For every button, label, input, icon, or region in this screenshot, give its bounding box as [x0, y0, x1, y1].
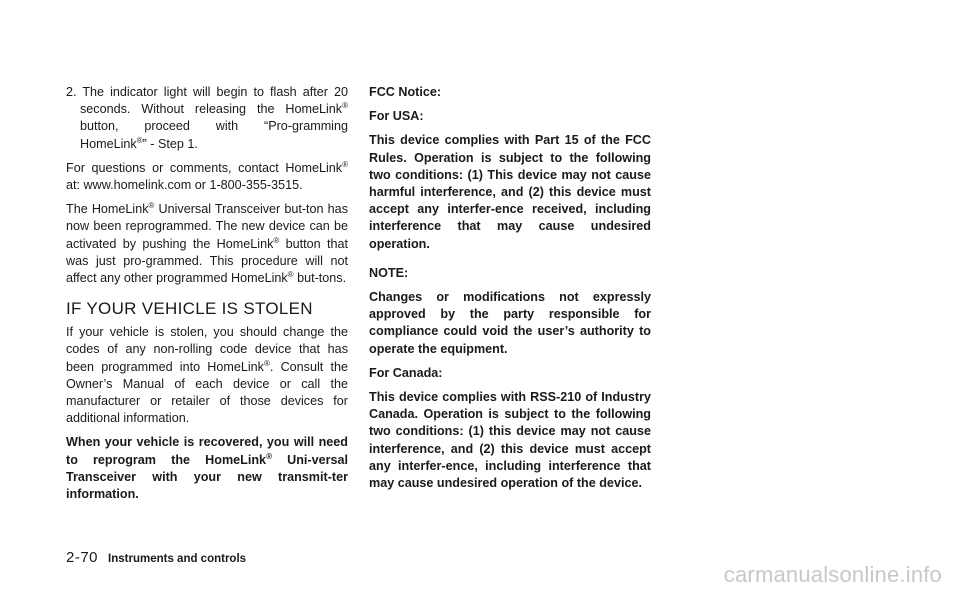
section-heading-vehicle-stolen: IF YOUR VEHICLE IS STOLEN — [66, 299, 313, 319]
stolen-text-a: If your vehicle is stolen, you should change the codes of any non-rolling code device that has been programmed into HomeLink — [66, 325, 348, 374]
reprogrammed-paragraph — [66, 201, 348, 287]
recovered-text-b: Uni-versal Transceiver with your new transmit-ter information. — [66, 452, 349, 502]
registered-mark: ® — [266, 451, 272, 461]
registered-mark: ® — [136, 135, 143, 145]
section-name: Instruments and controls — [108, 553, 247, 565]
step-2-text-c: ” - Step 1. — [142, 136, 198, 151]
questions-paragraph — [66, 160, 348, 194]
page-number: 2-70 — [66, 549, 99, 566]
registered-mark: ® — [263, 358, 270, 368]
registered-mark: ® — [342, 159, 348, 169]
registered-mark: ® — [287, 270, 294, 280]
usa-compliance-text: This device complies with Part 15 of the FCC Rules. Operation is subject to the following two conditions: (1) This device may not cause harmful interference, and (2) this device must accept any interfer-ence received, including interference that may cause undesired operation. — [369, 133, 651, 251]
questions-text-a: For questions or comments, contact HomeLink — [66, 160, 343, 175]
left-column — [66, 84, 348, 510]
note-text: Changes or modifications not expressly approved by the party responsible for compliance could void the user’s authority to operate the equipment. — [369, 290, 651, 356]
for-canada-label: For Canada: — [369, 365, 443, 380]
for-usa-label: For USA: — [369, 109, 424, 124]
stolen-paragraph — [66, 324, 348, 427]
registered-mark: ® — [148, 201, 155, 211]
reprogrammed-text-d: but-tons. — [293, 271, 347, 286]
canada-compliance-text: This device complies with RSS-210 of Industry Canada. Operation is subject to the following two conditions: (1) this device may not cause interference, and (2) this device must accept any interfer-ence, including interference that may cause undesired operation of the device. — [369, 390, 651, 491]
questions-text-b: at: www.homelink.com or 1-800-355-3515. — [66, 178, 303, 193]
page-footer — [66, 549, 246, 566]
right-column — [369, 84, 651, 499]
watermark: carmanualsonline.info — [723, 562, 942, 587]
fcc-notice-label: FCC Notice: — [369, 85, 442, 99]
reprogrammed-text-b: Universal Transceiver but-ton has now been reprogrammed. The new device can be activated by pushing the HomeLink — [66, 202, 348, 251]
recovered-paragraph — [66, 434, 348, 503]
reprogrammed-text-a: The HomeLink — [66, 202, 149, 217]
recovered-text-a: When your vehicle is recovered, you will need to reprogram the HomeLink — [66, 435, 348, 467]
step-2-paragraph — [66, 84, 348, 153]
step-2-text-b: button, proceed with “Pro-gramming HomeLink — [80, 119, 348, 151]
stolen-text-b: . Consult the Owner’s Manual of each device or call the manufacturer or retailer of those devices for additional information. — [66, 359, 348, 426]
registered-mark: ® — [273, 235, 280, 245]
note-label: NOTE: — [369, 265, 409, 280]
step-2-text-a: 2. The indicator light will begin to flash after 20 seconds. Without releasing the HomeLink — [66, 85, 348, 117]
registered-mark: ® — [342, 101, 348, 111]
reprogrammed-text-c: button that was just pro-grammed. This procedure will not affect any other programmed HomeLink — [66, 236, 348, 286]
